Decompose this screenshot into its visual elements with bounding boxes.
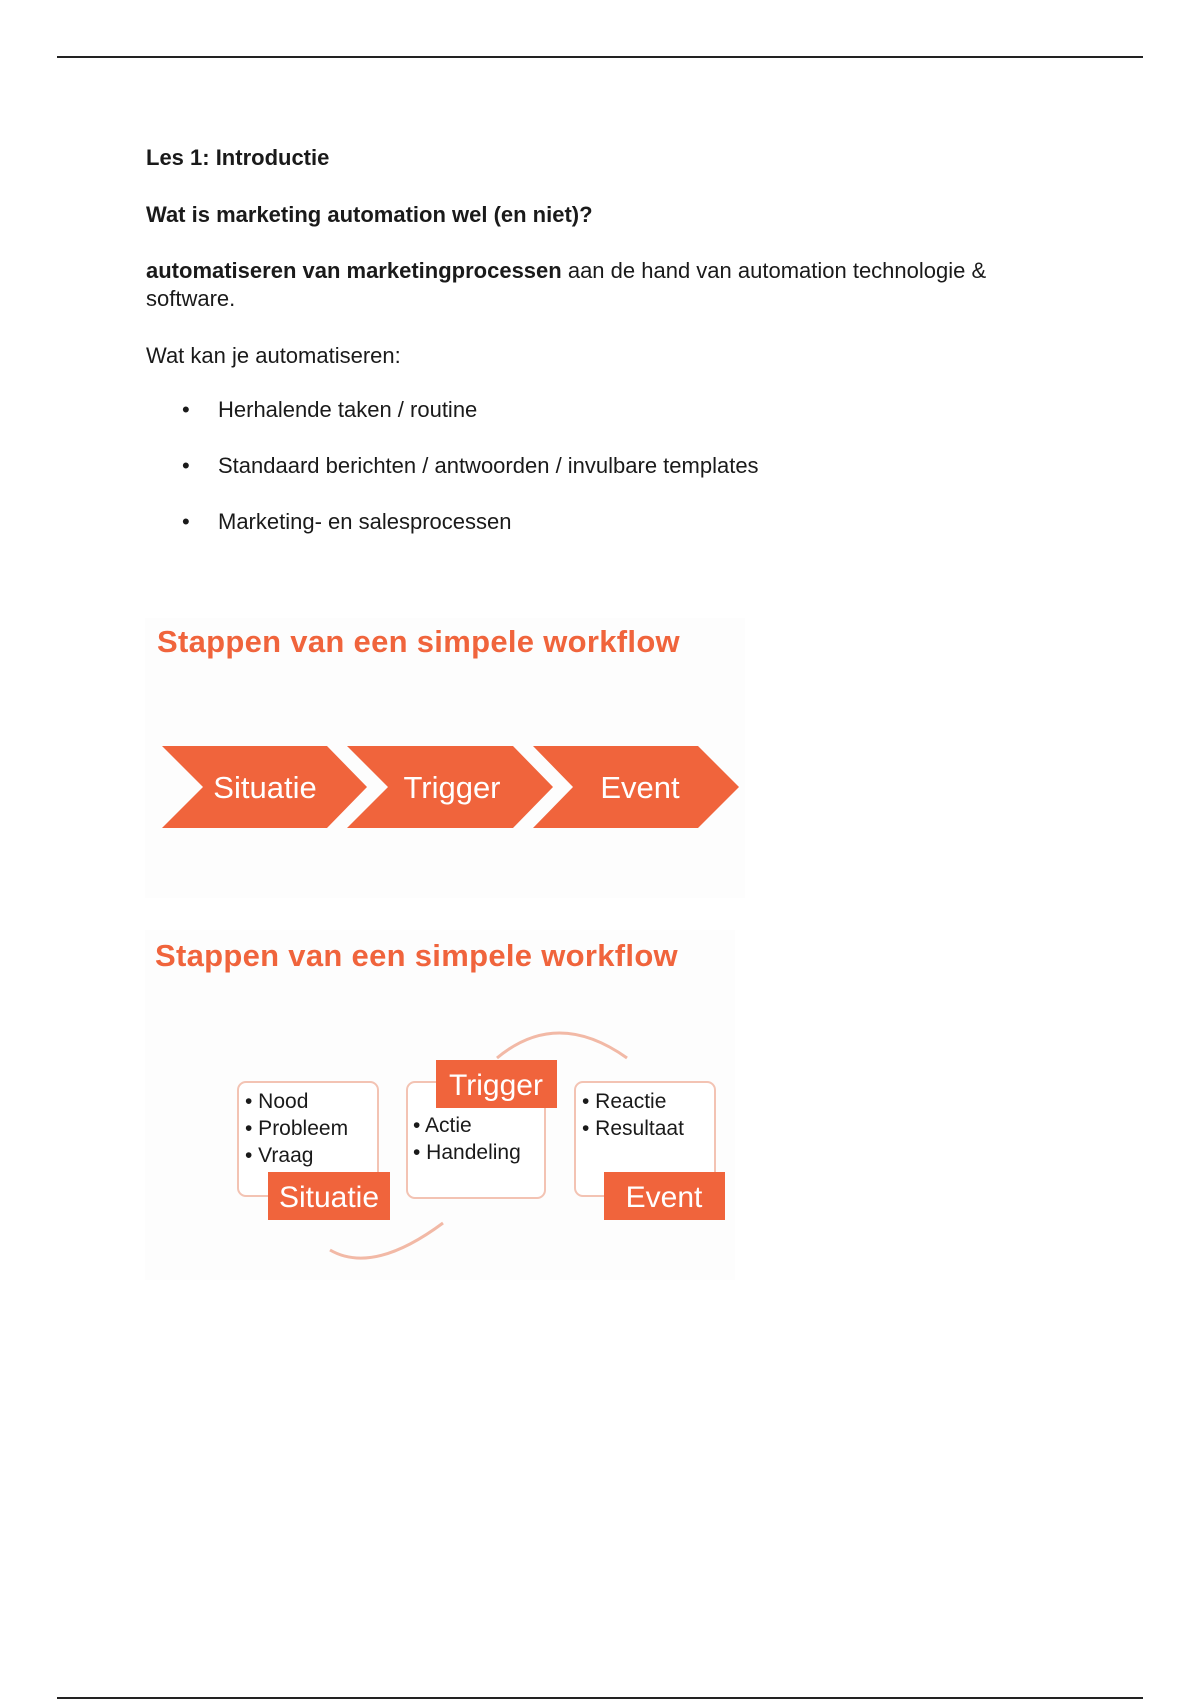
situatie-item: • Nood	[245, 1090, 309, 1113]
slide-title: Stappen van een simpele workflow	[157, 624, 680, 659]
bullet-icon: •	[182, 397, 190, 422]
bottom-rule	[57, 1697, 1143, 1699]
situatie-label: Situatie	[278, 1181, 380, 1214]
question-text: Wat kan je automatiseren:	[146, 343, 401, 368]
list-item-text: Marketing- en salesprocessen	[218, 509, 512, 534]
page-title: Les 1: Introductie	[146, 145, 330, 170]
arc-top	[497, 1033, 627, 1058]
chevron-label-situatie: Situatie	[213, 770, 317, 805]
intro-bold: automatiseren van marketingprocessen	[146, 258, 562, 283]
chevron-label-event: Event	[600, 770, 680, 805]
list-item-text: Standaard berichten / antwoorden / invulbare templates	[218, 453, 759, 478]
trigger-label: Trigger	[449, 1069, 543, 1102]
chevron-diagram	[145, 618, 745, 898]
event-label: Event	[625, 1181, 703, 1214]
slide-title: Stappen van een simpele workflow	[155, 938, 678, 973]
workflow-slide-chevrons	[145, 618, 745, 898]
bullet-list	[146, 397, 759, 565]
event-item: • Reactie	[582, 1090, 667, 1113]
top-rule	[57, 56, 1143, 58]
chevron-label-trigger: Trigger	[403, 770, 501, 805]
section-heading: Wat is marketing automation wel (en niet)?	[146, 202, 593, 227]
arc-bottom	[330, 1223, 443, 1258]
bullet-icon: •	[182, 453, 190, 478]
trigger-item: • Handeling	[413, 1141, 521, 1164]
workflow-slide-cycle	[145, 930, 735, 1280]
intro-rest: aan de hand van automation technologie & software.	[146, 258, 987, 311]
list-item	[146, 509, 759, 565]
cycle-diagram	[145, 930, 735, 1280]
situatie-item: • Probleem	[245, 1117, 349, 1140]
trigger-item: • Actie	[413, 1114, 472, 1137]
intro-paragraph	[146, 257, 1066, 313]
list-item-text: Herhalende taken / routine	[218, 397, 478, 422]
list-item	[146, 453, 759, 509]
situatie-item: • Vraag	[245, 1144, 314, 1167]
bullet-icon: •	[182, 509, 190, 534]
list-item	[146, 397, 759, 453]
event-item: • Resultaat	[582, 1117, 684, 1140]
